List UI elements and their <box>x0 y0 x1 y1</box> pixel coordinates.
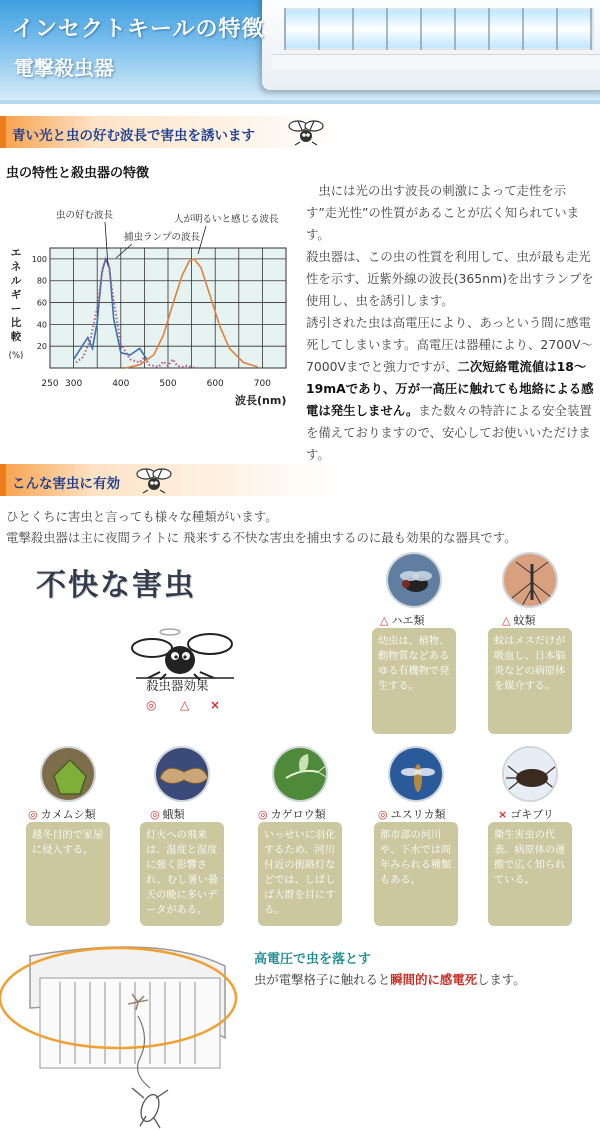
insect-description: 灯火への飛来は、温度と湿度に強く影響され、むし暑い曇天の晩に多いデータがある。 <box>140 822 224 926</box>
electric-grid-illustration <box>0 938 250 1130</box>
insect-description: 蚊はメスだけが吸血し、日本脳炎などの病原体を媒介する。 <box>488 628 572 734</box>
bottom-text-highlight: 瞬間的に感電死 <box>390 972 478 987</box>
insect-name-text: カゲロウ類 <box>270 808 326 821</box>
cockroach-icon <box>502 746 558 802</box>
paragraph-bold-text: 二次短絡電流値は18～19mAであり、万が一高圧に触れても地絡による感電は発生しません。 <box>306 359 594 418</box>
insect-killer-product-image <box>262 0 600 90</box>
insect-name-text: ゴキブリ <box>510 808 554 821</box>
mayfly-icon <box>272 746 328 802</box>
section-header-label: 青い光と虫の好む波長で害虫を誘います <box>12 128 255 144</box>
insect-description: 幼虫は、植物、動物質などあるゆる有機物で発生する。 <box>372 628 456 734</box>
banner-title: インセクトキールの特徴 <box>12 17 265 42</box>
banner-divider <box>0 100 600 104</box>
effect-label: 殺虫器効果 <box>146 678 209 693</box>
section2-intro <box>6 506 596 548</box>
insect-description: 都市部の河川や、下水では周年みられる種類もある。 <box>374 822 458 926</box>
x-tick-label: 300 <box>65 379 83 389</box>
wavelength-energy-chart <box>0 186 300 416</box>
section-header-blue-light <box>0 116 338 148</box>
header-banner <box>0 0 600 100</box>
section1-paragraph <box>306 312 596 466</box>
intro-line: ひとくちに害虫と言っても様々な種類がいます。 <box>6 509 278 524</box>
insect-name-text: ユスリカ類 <box>390 808 446 821</box>
midge-icon <box>388 746 444 802</box>
section1-paragraph <box>306 246 596 312</box>
insect-name-text: カメムシ類 <box>40 808 96 821</box>
section-header-label: こんな害虫に有効 <box>12 476 120 492</box>
effect-mark: △ <box>502 614 511 627</box>
y-tick-label: 100 <box>31 254 47 264</box>
legend-very-effective: ◎ <box>146 698 157 712</box>
paragraph-text: 殺虫器は、この虫の性質を利用して、虫が最も走光性を示す、近紫外線の波長(365nm)を出すランプを使用し、虫を誘引します。 <box>306 249 594 308</box>
moth-icon <box>154 746 210 802</box>
bug-mascot-icon <box>136 466 172 494</box>
effect-mark: ◎ <box>28 808 38 821</box>
bottom-description <box>254 970 526 988</box>
insect-name <box>378 806 446 822</box>
x-tick-label: 400 <box>112 379 130 389</box>
y-tick-label: 20 <box>36 342 47 352</box>
insect-name-text: ハエ類 <box>391 614 425 627</box>
bug-mascot-icon <box>130 622 240 680</box>
chart-annotation: 虫の好む波長 <box>56 210 114 221</box>
insect-name <box>380 612 424 628</box>
paragraph-text: また数々の特許による安全装置を備えておりますので、安心してお使いいただけます。 <box>306 403 592 462</box>
insect-name <box>28 806 96 822</box>
x-tick-label: 250 <box>41 379 59 389</box>
effect-legend <box>146 698 236 714</box>
bottom-text-part: 虫が電撃格子に触れると <box>254 972 391 987</box>
chart-annotation: 人が明るいと感じる波長 <box>174 214 279 225</box>
chart-x-axis-label: 波長(nm) <box>235 394 287 407</box>
insect-name <box>258 806 326 822</box>
mosquito-icon <box>502 552 558 608</box>
fly-icon <box>386 552 442 608</box>
insect-description: いっせいに羽化するため、河川付近の街路灯などでは、しばしば大群を目にする。 <box>258 822 342 926</box>
effect-mark: ◎ <box>258 808 268 821</box>
stinkbug-icon <box>40 746 96 802</box>
y-tick-label: 40 <box>36 320 47 330</box>
paragraph-text: 誘引された虫は高電圧により、あっという間に感電死してしまいます。高電圧は器種により、2700V～7000Vまでと強力ですが、 <box>306 315 593 374</box>
insect-name <box>502 612 535 628</box>
chart-y-axis-label <box>9 247 24 361</box>
insect-name-text: 蚊類 <box>513 614 536 627</box>
y-tick-label: 80 <box>36 276 47 286</box>
insect-description: 越冬目的で家屋に侵入する。 <box>26 822 110 926</box>
insect-description: 衛生害虫の代表。病原体の運搬で広く知られている。 <box>488 822 572 926</box>
legend-somewhat-effective: △ <box>180 698 190 712</box>
unpleasant-pests-title: 不快な害虫 <box>36 568 196 603</box>
section1-title: 虫の特性と殺虫器の特徴 <box>6 166 150 181</box>
paragraph-text: 虫には光の出す波長の刺激によって走性を示す”走光性”の性質があることが広く知られています。 <box>306 183 580 242</box>
effect-mark: ◎ <box>378 808 388 821</box>
insect-name <box>498 806 554 822</box>
insect-name <box>150 806 185 822</box>
y-axis-label-text: エネルギー比較(%) <box>8 247 24 361</box>
insect-name-text: 蛾類 <box>162 808 185 821</box>
intro-line: 電撃殺虫器は主に夜間ライトに 飛来する不快な害虫を捕虫するのに最も効果的な器具です。 <box>6 530 517 545</box>
x-tick-label: 600 <box>206 379 224 389</box>
legend-not-effective: × <box>210 698 221 712</box>
section1-paragraph <box>306 180 596 246</box>
effect-mark: △ <box>380 614 389 627</box>
x-tick-label: 500 <box>159 379 177 389</box>
effect-mark: × <box>498 808 508 821</box>
bug-mascot-icon <box>288 118 324 146</box>
bottom-text-part: します。 <box>477 972 526 987</box>
effect-mark: ◎ <box>150 808 160 821</box>
section-header-effective-pests <box>0 464 338 496</box>
banner-subtitle: 電撃殺虫器 <box>14 56 114 80</box>
bottom-title: 高電圧で虫を落とす <box>254 952 372 967</box>
x-tick-label: 700 <box>253 379 271 389</box>
section1-description <box>306 180 596 466</box>
y-tick-label: 60 <box>36 298 47 308</box>
chart-annotation: 捕虫ランプの波長 <box>124 232 201 243</box>
